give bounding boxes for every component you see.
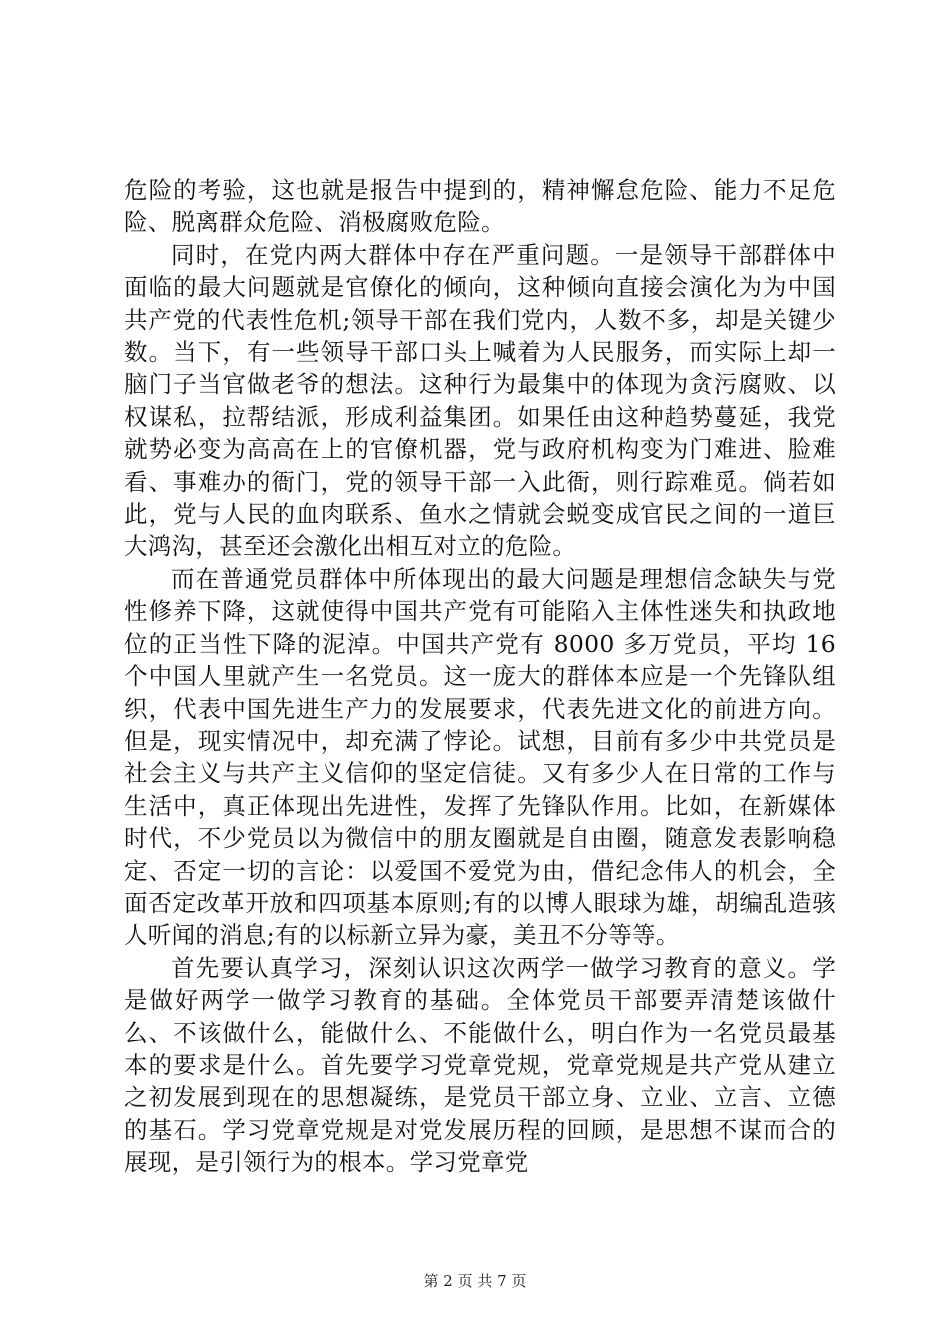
- paragraph-3: 而在普通党员群体中所体现出的最大问题是理想信念缺失与党性修养下降，这就使得中国共产党有可能陷入主体性迷失和执政地位的正当性下降的泥淖。中国共产党有 8000 多万党员，平均 16 个中国人里就产生一名党员。这一庞大的群体本应是一个先锋队组织，代表中国先进生产力的发展要求，代表先进文化的前进方向。但是，现实情况中，却充满了悖论。试想，目前有多少中共党员是社会主义与共产主义信仰的坚定信徒。又有多少人在日常的工作与生活中，真正体现出先进性，发挥了先锋队作用。比如，在新媒体时代，不少党员以为微信中的朋友圈就是自由圈，随意发表影响稳定、否定一切的言论：以爱国不爱党为由，借纪念伟人的机会，全面否定改革开放和四项基本原则;有的以博人眼球为雄，胡编乱造骇人听闻的消息;有的以标新立异为豪，美丑不分等等。: [124, 564, 836, 950]
- paragraph-1: 危险的考验，这也就是报告中提到的，精神懈怠危险、能力不足危险、脱离群众危险、消极腐败危险。: [124, 176, 836, 237]
- page-footer: 第 2 页 共 7 页: [423, 1272, 527, 1290]
- paragraph-4: 首先要认真学习，深刻认识这次两学一做学习教育的意义。学是做好两学一做学习教育的基础。全体党员干部要弄清楚该做什么、不该做什么，能做什么、不能做什么，明白作为一名党员最基本的要求是什么。首先要学习党章党规，党章党规是共产党从建立之初发展到现在的思想凝练，是党员干部立身、立业、立言、立德的基石。学习党章党规是对党发展历程的回顾，是思想不谋而合的展现，是引领行为的根本。学习党章党: [124, 953, 836, 1177]
- paragraph-2: 同时，在党内两大群体中存在严重问题。一是领导干部群体中面临的最大问题就是官僚化的倾向，这种倾向直接会演化为为中国共产党的代表性危机;领导干部在我们党内，人数不多，却是关键少数。当下，有一些领导干部口头上喊着为人民服务，而实际上却一脑门子当官做老爷的想法。这种行为最集中的体现为贪污腐败、以权谋私，拉帮结派，形成利益集团。如果任由这种趋势蔓延，我党就势必变为高高在上的官僚机器，党与政府机构变为门难进、脸难看、事难办的衙门，党的领导干部一入此衙，则行踪难觅。倘若如此，党与人民的血肉联系、鱼水之情就会蜕变成官民之间的一道巨大鸿沟，甚至还会激化出相互对立的危险。: [124, 240, 836, 561]
- document-body: [124, 174, 836, 1179]
